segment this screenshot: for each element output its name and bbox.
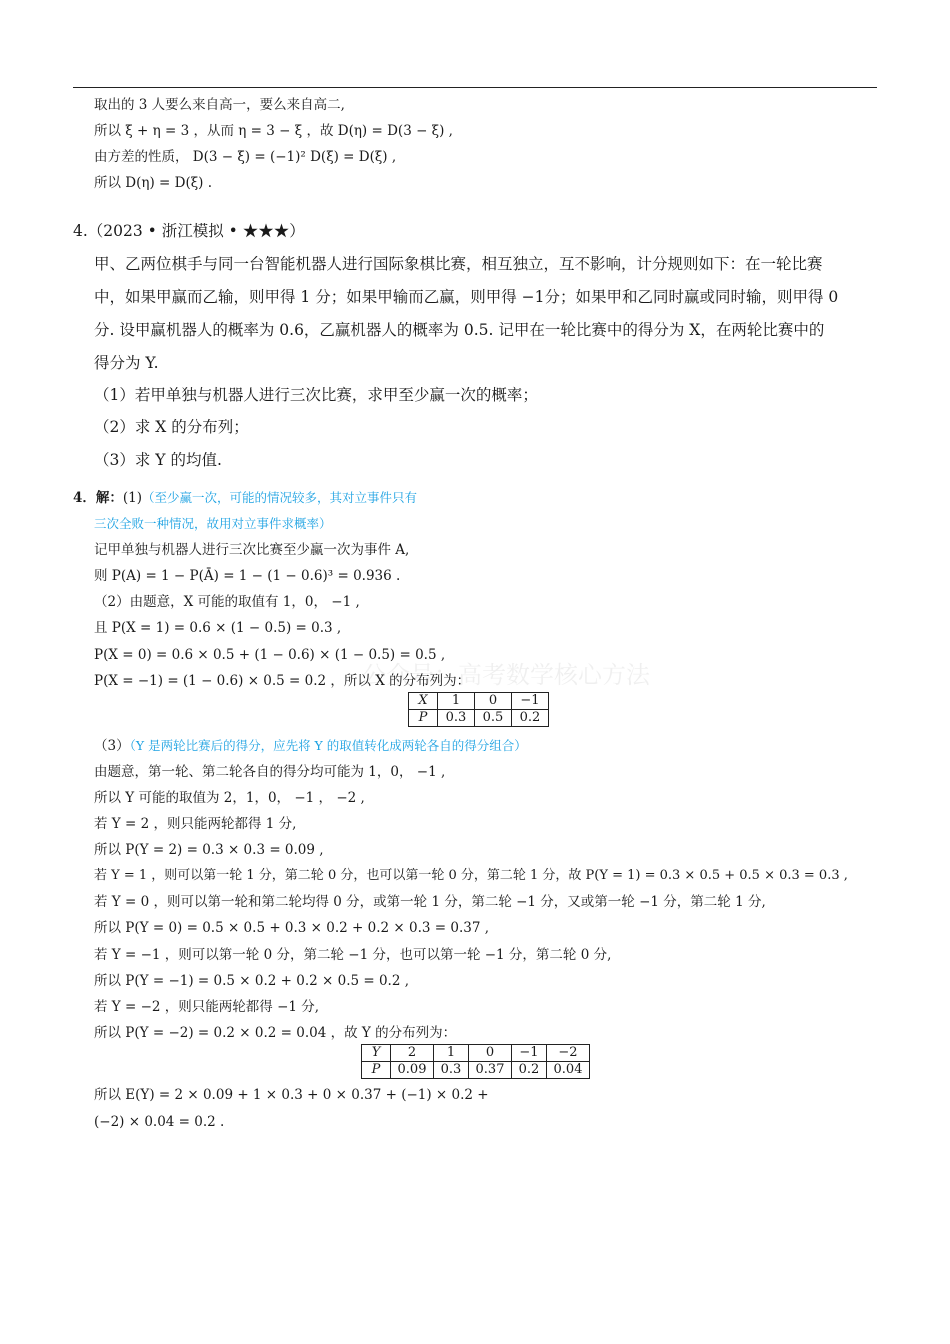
x-distribution-table: [408, 692, 549, 727]
solution-b-8: 若 Y = −1 ，则可以第一轮 0 分，第二轮 −1 分，也可以第一轮 −1 分，第二轮 0 分,: [94, 947, 612, 963]
solution-b-9: 所以 P(Y = −1) = 0.5 × 0.2 + 0.2 × 0.5 = 0.2 ,: [94, 973, 410, 989]
top-line-4: 所以 D(η) = D(ξ) .: [94, 175, 213, 191]
table-row: [409, 710, 549, 727]
table-cell: 0: [469, 1045, 512, 1062]
solution-b-10: 若 Y = −2 ，则只能两轮都得 −1 分,: [94, 999, 320, 1015]
table-row: [362, 1045, 590, 1062]
table-cell: X: [409, 693, 438, 710]
table-cell: 0.3: [438, 710, 475, 727]
part1-prefix: (1): [122, 490, 143, 506]
table-cell: 0.09: [391, 1062, 434, 1079]
table-cell: P: [362, 1062, 391, 1079]
solution-a-3: （2）由题意，X 可能的取值有 1，0， −1 ,: [94, 594, 360, 610]
top-line-2: 所以 ξ + η = 3 ，从而 η = 3 − ξ ，故 D(η) = D(3 − ξ) ,: [94, 123, 453, 139]
solution-b-11: 所以 P(Y = −2) = 0.2 × 0.2 = 0.04 ，故 Y 的分布列为：: [94, 1025, 457, 1041]
table-cell: 0: [475, 693, 512, 710]
question-line-1: 甲、乙两位棋手与同一台智能机器人进行国际象棋比赛，相互独立，互不影响，计分规则如下：在一轮比赛: [94, 255, 823, 273]
table-cell: P: [409, 710, 438, 727]
top-line-3: 由方差的性质， D(3 − ξ) = (−1)² D(ξ) = D(ξ) ,: [94, 149, 397, 165]
table-cell: 1: [434, 1045, 469, 1062]
table-cell: 0.2: [512, 1062, 547, 1079]
header-rule: [73, 87, 877, 88]
solution-a-2: 则 P(A) = 1 − P(Ā) = 1 − (1 − 0.6)³ = 0.936 .: [94, 568, 401, 584]
solution-b-2: 所以 Y 可能的取值为 2，1，0， −1 ， −2 ,: [94, 790, 365, 806]
question-part-3: （3）求 Y 的均值.: [94, 451, 222, 469]
solution-b-3: 若 Y = 2 ，则只能两轮都得 1 分,: [94, 816, 297, 832]
final-line-2: (−2) × 0.04 = 0.2 .: [94, 1114, 225, 1130]
solution-a-5: P(X = 0) = 0.6 × 0.5 + (1 − 0.6) × (1 − 0.5) = 0.5 ,: [94, 647, 446, 663]
top-line-1: 取出的 3 人要么来自高一，要么来自高二,: [94, 97, 345, 113]
solution-b-6: 若 Y = 0 ，则可以第一轮和第二轮均得 0 分，或第一轮 1 分，第二轮 −1 分，又或第一轮 −1 分，第二轮 1 分,: [94, 894, 766, 910]
table-cell: −1: [512, 1045, 547, 1062]
solution-a-6: P(X = −1) = (1 − 0.6) × 0.5 = 0.2 ，所以 X 的分布列为：: [94, 673, 471, 689]
question-part-2: （2）求 X 的分布列；: [94, 418, 249, 436]
solution-a-1: 记甲单独与机器人进行三次比赛至少赢一次为事件 A,: [94, 542, 410, 558]
solution-b-4: 所以 P(Y = 2) = 0.3 × 0.3 = 0.09 ,: [94, 842, 324, 858]
table-cell: 0.37: [469, 1062, 512, 1079]
question-part-1: （1）若甲单独与机器人进行三次比赛，求甲至少赢一次的概率；: [94, 386, 538, 404]
table-cell: 2: [391, 1045, 434, 1062]
part3-line: [94, 736, 527, 756]
table-cell: 0.3: [434, 1062, 469, 1079]
note-1-line-2: 三次全败一种情况，故用对立事件求概率）: [94, 516, 332, 531]
table-cell: 0.5: [475, 710, 512, 727]
y-distribution-table: [361, 1044, 590, 1079]
question-header: 4.（2023 • 浙江模拟 • ★★★）: [73, 222, 305, 240]
table-cell: 0.2: [512, 710, 549, 727]
solution-label: 4．解：: [73, 490, 123, 506]
solution-b-1: 由题意，第一轮、第二轮各自的得分均可能为 1，0， −1 ,: [94, 764, 446, 780]
question-line-4: 得分为 Y.: [94, 354, 159, 372]
table-cell: Y: [362, 1045, 391, 1062]
part3-prefix: （3）: [94, 738, 130, 754]
solution-b-7: 所以 P(Y = 0) = 0.5 × 0.5 + 0.3 × 0.2 + 0.2 × 0.3 = 0.37 ,: [94, 920, 490, 936]
table-row: [362, 1062, 590, 1079]
watermark: 公众号：高考数学核心方法: [362, 661, 650, 689]
solution-first-line: [73, 488, 417, 508]
solution-a-4: 且 P(X = 1) = 0.6 × (1 − 0.5) = 0.3 ,: [94, 620, 342, 636]
note-1-line-1: （至少赢一次，可能的情况较多，其对立事件只有: [142, 490, 418, 505]
table-cell: 0.04: [547, 1062, 590, 1079]
final-line-1: 所以 E(Y) = 2 × 0.09 + 1 × 0.3 + 0 × 0.37 + (−1) × 0.2 +: [94, 1087, 489, 1103]
table-cell: −2: [547, 1045, 590, 1062]
table-cell: 1: [438, 693, 475, 710]
table-cell: −1: [512, 693, 549, 710]
solution-b-5: 若 Y = 1 ，则可以第一轮 1 分，第二轮 0 分，也可以第一轮 0 分，第二轮 1 分，故 P(Y = 1) = 0.3 × 0.5 + 0.5 × 0.3 = 0.3 ,: [94, 868, 848, 883]
note-3: （Y 是两轮比赛后的得分，应先将 Y 的取值转化成两轮各自的得分组合）: [129, 738, 527, 753]
table-row: [409, 693, 549, 710]
question-line-3: 分. 设甲赢机器人的概率为 0.6，乙赢机器人的概率为 0.5. 记甲在一轮比赛中的得分为 X，在两轮比赛中的: [94, 321, 825, 339]
question-line-2: 中，如果甲赢而乙输，则甲得 1 分；如果甲输而乙赢，则甲得 −1分；如果甲和乙同时赢或同时输，则甲得 0: [94, 288, 839, 306]
